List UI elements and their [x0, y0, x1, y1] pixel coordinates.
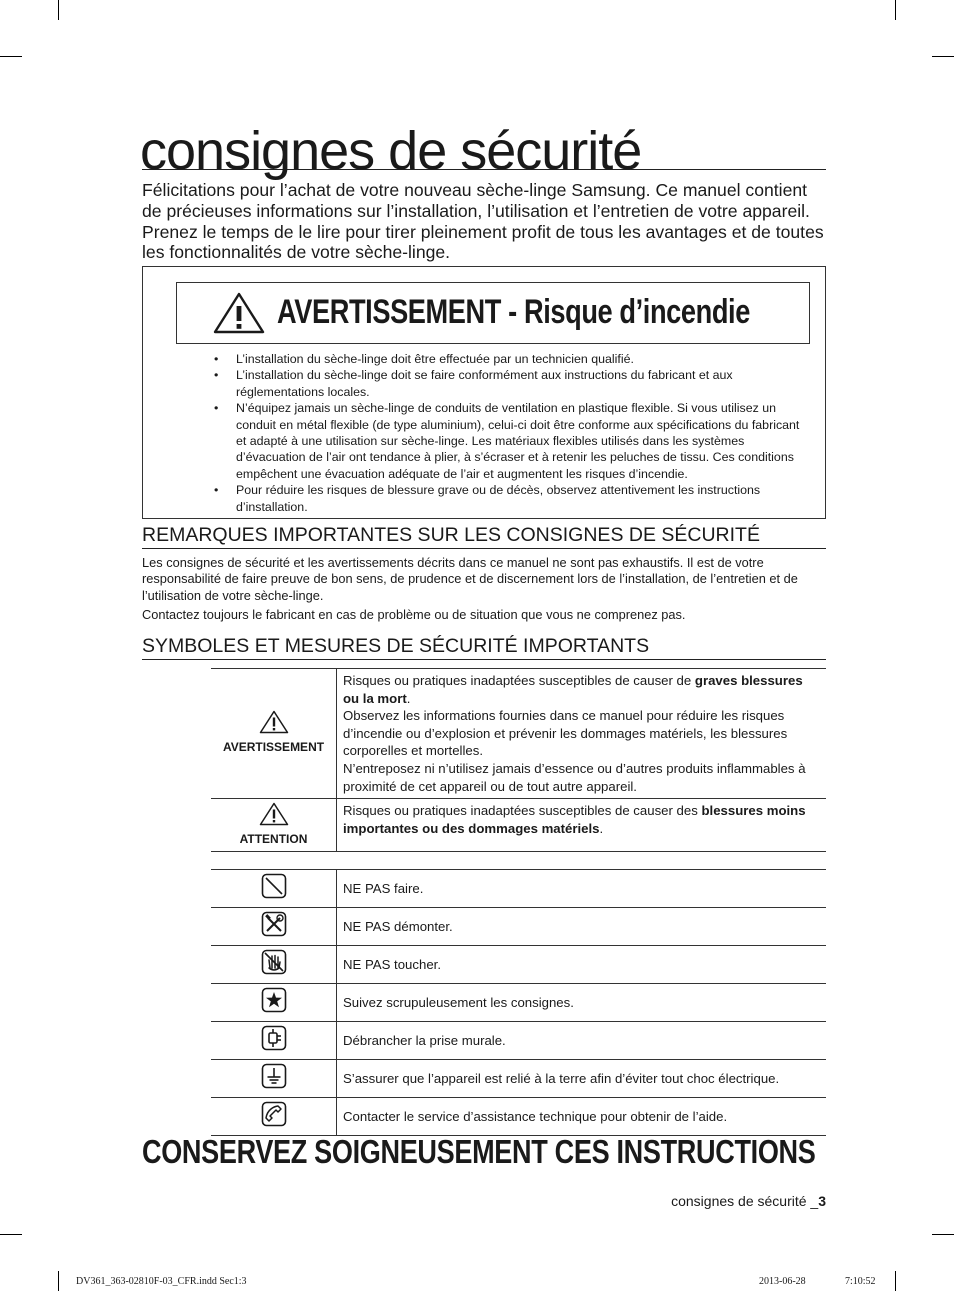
fire-warning-title: AVERTISSEMENT - Risque d’incendie: [277, 293, 750, 331]
table-row: [211, 1022, 826, 1060]
caution-triangle-icon: [259, 802, 289, 826]
table-cell: [211, 799, 337, 852]
footer-section-label: consignes de sécurité _: [671, 1193, 819, 1209]
list-item: • L’installation du sèche-linge doit se faire conformément aux instructions du fabricant et aux réglementations locales.: [214, 368, 733, 399]
table-cell: [211, 946, 337, 984]
symbols-table: [211, 668, 826, 1136]
table-spacer-row: [211, 852, 826, 870]
bullet: •: [214, 368, 219, 383]
table-cell: Contacter le service d’assistance technique pour obtenir de l’aide.: [337, 1098, 827, 1136]
crop-mark: [58, 0, 59, 20]
remarks-paragraph: Les consignes de sécurité et les avertissements décrits dans ce manuel ne sont pas exhaustifs. Il est de votre responsabilité de faire preuve de bon sens, de prudence et de discernement lors de l’installation, de l’entretien et de l’utilisation de votre sèche-linge.: [142, 555, 798, 603]
page-footer: [671, 1193, 826, 1209]
table-cell: Suivez scrupuleusement les consignes.: [337, 984, 827, 1022]
table-cell: [211, 908, 337, 946]
page-title: consignes de sécurité: [140, 121, 642, 181]
ground-icon: [261, 1063, 287, 1089]
caution-level-label: ATTENTION: [239, 831, 308, 846]
table-row: [211, 799, 826, 852]
remarks-heading: REMARQUES IMPORTANTES SUR LES CONSIGNES DE SÉCURITÉ: [142, 524, 826, 549]
caution-description: Risques ou pratiques inadaptées susceptibles de causer des blessures moins importantes ou des dommages matériels.: [343, 803, 806, 836]
crop-mark: [0, 56, 22, 57]
warning-triangle-icon: [213, 292, 265, 334]
bullet: •: [214, 401, 219, 416]
table-row: [211, 1060, 826, 1098]
list-item: • L’installation du sèche-linge doit être effectuée par un technicien qualifié.: [214, 352, 634, 366]
table-row: [211, 908, 826, 946]
warning-description-3: N’entreposez ni n’utilisez jamais d’essence ou d’autres produits inflammables à proximité de cet appareil ou de tout autre appareil.: [343, 760, 806, 794]
crop-mark: [895, 1271, 896, 1291]
list-item: • Pour réduire les risques de blessure grave ou de décès, observez attentivement les instructions d’installation.: [214, 483, 761, 514]
fire-warning-box: [142, 266, 826, 519]
crop-mark: [58, 1271, 59, 1291]
prohibited-icon: [261, 873, 287, 899]
symbols-heading: SYMBOLES ET MESURES DE SÉCURITÉ IMPORTANTS: [142, 635, 826, 660]
do-not-touch-icon: [261, 949, 287, 975]
table-row: [211, 1098, 826, 1136]
table-cell: NE PAS toucher.: [337, 946, 827, 984]
bullet: •: [214, 352, 219, 366]
table-cell: [211, 1098, 337, 1136]
table-cell: NE PAS démonter.: [337, 908, 827, 946]
table-row: [211, 946, 826, 984]
intro-paragraph: Félicitations pour l’achat de votre nouveau sèche-linge Samsung. Ce manuel contient de précieuses informations sur l’installation, l’utilisation et l’entretien de votre appareil. Prenez le temps de le lire pour tirer pleinement profit de tous les avantages et de toutes les fonctionnalités de votre sèche-linge.: [142, 180, 824, 263]
do-not-disassemble-icon: [261, 911, 287, 937]
crop-mark: [0, 1234, 22, 1235]
warning-description: Risques ou pratiques inadaptées susceptibles de causer de graves blessures ou la mort.: [343, 673, 803, 706]
table-row: [211, 870, 826, 908]
fire-warning-header: [176, 282, 810, 344]
table-cell: [211, 1060, 337, 1098]
table-cell: S’assurer que l’appareil est relié à la terre afin d’éviter tout choc électrique.: [337, 1060, 827, 1098]
warning-triangle-icon: [259, 710, 289, 734]
table-cell: [337, 852, 827, 870]
table-cell: [337, 669, 827, 799]
table-cell: [211, 984, 337, 1022]
list-item: • N’équipez jamais un sèche-linge de conduits de ventilation en plastique flexible. Si vous utilisez un conduit en métal flexible (de type aluminium), celui-ci doit être conforme aux spécifications du fabricant et adapté à une utilisation sur sèche-linge. Les matériaux flexibles utilisés dans les systèmes d’évacuation de l’air ont tendance à plier, à s’écraser et à retenir les peluches de tissu. Ces conditions empêchent une évacuation adéquate de l’air et augmentent les risques d’incendie.: [214, 401, 800, 481]
table-cell: NE PAS faire.: [337, 870, 827, 908]
table-cell: [337, 799, 827, 852]
table-row: [211, 669, 826, 799]
imprint-time: 7:10:52: [845, 1276, 876, 1287]
unplug-icon: [261, 1025, 287, 1051]
bullet: •: [214, 483, 219, 498]
warning-level-label: AVERTISSEMENT: [222, 740, 325, 755]
page-number: 3: [818, 1193, 826, 1209]
imprint-file: DV361_363-02810F-03_CFR.indd Sec1:3: [76, 1276, 247, 1287]
table-row: [211, 984, 826, 1022]
follow-instructions-icon: [261, 987, 287, 1013]
table-cell: Débrancher la prise murale.: [337, 1022, 827, 1060]
table-cell: [211, 669, 337, 799]
phone-icon: [261, 1101, 287, 1127]
title-block: [140, 118, 826, 181]
crop-mark: [932, 56, 954, 57]
remarks-contact-paragraph: Contactez toujours le fabricant en cas de problème ou de situation que vous ne comprenez pas.: [142, 607, 686, 622]
fire-warning-list: [214, 351, 811, 515]
warning-description-2: Observez les informations fournies dans ce manuel pour réduire les risques d’incendie ou d’explosion et prévenir les dommages matériels, les blessures corporelles et mortelles.: [343, 708, 788, 759]
table-cell: [211, 1022, 337, 1060]
crop-mark: [895, 0, 896, 20]
table-cell: [211, 852, 337, 870]
table-cell: [211, 870, 337, 908]
conserve-instructions-heading: CONSERVEZ SOIGNEUSEMENT CES INSTRUCTIONS: [142, 1133, 816, 1170]
imprint-date: 2013-06-28: [759, 1276, 806, 1287]
crop-mark: [932, 1234, 954, 1235]
